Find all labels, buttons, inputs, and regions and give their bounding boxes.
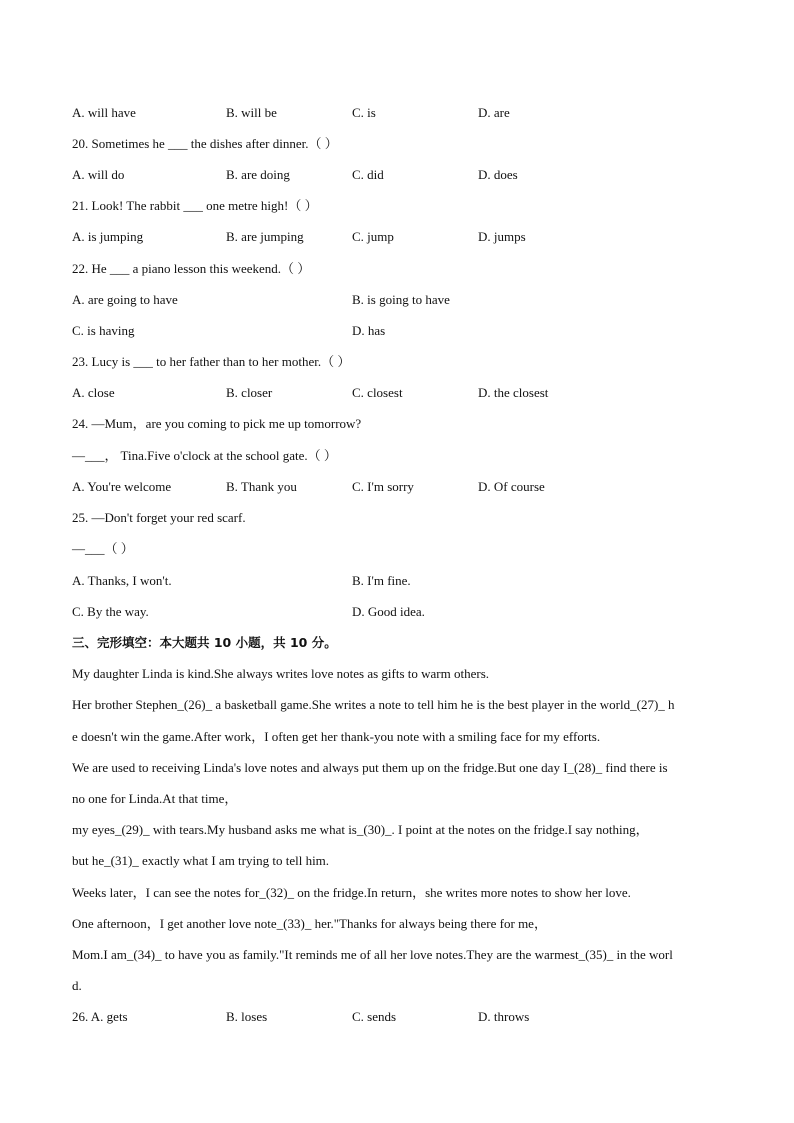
passage-line-6: my eyes_(29)_ with tears.My husband asks me what is_(30)_. I point at the notes on the fridge.I say nothing， xyxy=(72,822,649,837)
q26-option-d: D. throws xyxy=(478,1009,530,1024)
passage-line-3: e doesn't win the game.After work，I often get her thank-you note with a smiling face for my efforts. xyxy=(72,729,601,744)
passage-line-11: d. xyxy=(72,978,82,993)
q25-option-d: D. Good idea. xyxy=(352,604,425,619)
q25-option-a: A. Thanks, I won't. xyxy=(72,573,172,588)
q25-option-b: B. I'm fine. xyxy=(352,573,411,588)
q21-option-d: D. jumps xyxy=(478,229,526,244)
q26-option-b: B. loses xyxy=(226,1009,268,1024)
q23-stem: 23. Lucy is ___ to her father than to her mother.（ ） xyxy=(72,354,351,369)
q19-option-a: A. will have xyxy=(72,105,136,120)
q24-option-d: D. Of course xyxy=(478,479,545,494)
passage-line-4: We are used to receiving Linda's love notes and always put them up on the fridge.But one day I_(28)_ find there is xyxy=(72,760,668,775)
q23-option-b: B. closer xyxy=(226,385,273,400)
q20-stem: 20. Sometimes he ___ the dishes after dinner.（ ） xyxy=(72,136,338,151)
q24-option-c: C. I'm sorry xyxy=(352,479,414,494)
q22-option-a: A. are going to have xyxy=(72,292,178,307)
q26-option-a: 26. A. gets xyxy=(72,1009,128,1024)
q22-stem: 22. He ___ a piano lesson this weekend.（ ） xyxy=(72,261,311,276)
q20-option-d: D. does xyxy=(478,167,518,182)
passage-line-2: Her brother Stephen_(26)_ a basketball game.She writes a note to tell him he is the best player in the world_(27)_ h xyxy=(72,697,675,712)
q25-stem: 25. —Don't forget your red scarf. xyxy=(72,510,246,525)
passage-line-9: One afternoon，I get another love note_(33)_ her."Thanks for always being there for me， xyxy=(72,916,547,931)
q20-option-b: B. are doing xyxy=(226,167,290,182)
passage-line-5: no one for Linda.At that time， xyxy=(72,791,238,806)
q26-option-c: C. sends xyxy=(352,1009,397,1024)
passage-line-10: Mom.I am_(34)_ to have you as family."It reminds me of all her love notes.They are the warmest_(35)_ in the worl xyxy=(72,947,673,962)
q21-stem: 21. Look! The rabbit ___ one metre high!（ ） xyxy=(72,198,318,213)
q25-stem-reply: —___（ ） xyxy=(72,541,134,556)
q19-option-d: D. are xyxy=(478,105,510,120)
section3-heading: 三、完形填空：本大题共 10 小题，共 10 分。 xyxy=(72,635,337,650)
q25-option-c: C. By the way. xyxy=(72,604,149,619)
q22-option-d: D. has xyxy=(352,323,386,338)
q24-stem-reply: —___， Tina.Five o'clock at the school gate.（ ） xyxy=(72,448,337,463)
q23-option-c: C. closest xyxy=(352,385,403,400)
q21-option-b: B. are jumping xyxy=(226,229,304,244)
q20-option-a: A. will do xyxy=(72,167,125,182)
q20-option-c: C. did xyxy=(352,167,384,182)
q23-option-a: A. close xyxy=(72,385,115,400)
q19-option-c: C. is xyxy=(352,105,376,120)
passage-line-8: Weeks later，I can see the notes for_(32)_ on the fridge.In return，she writes more notes to show her love. xyxy=(72,885,631,900)
q21-option-a: A. is jumping xyxy=(72,229,144,244)
q22-option-c: C. is having xyxy=(72,323,135,338)
q24-stem: 24. —Mum，are you coming to pick me up tomorrow? xyxy=(72,416,362,431)
q24-option-a: A. You're welcome xyxy=(72,479,172,494)
passage-line-7: but he_(31)_ exactly what I am trying to tell him. xyxy=(72,853,330,868)
q24-option-b: B. Thank you xyxy=(226,479,297,494)
q19-option-b: B. will be xyxy=(226,105,277,120)
q21-option-c: C. jump xyxy=(352,229,394,244)
passage-line-1: My daughter Linda is kind.She always writes love notes as gifts to warm others. xyxy=(72,666,490,681)
q23-option-d: D. the closest xyxy=(478,385,549,400)
q22-option-b: B. is going to have xyxy=(352,292,450,307)
